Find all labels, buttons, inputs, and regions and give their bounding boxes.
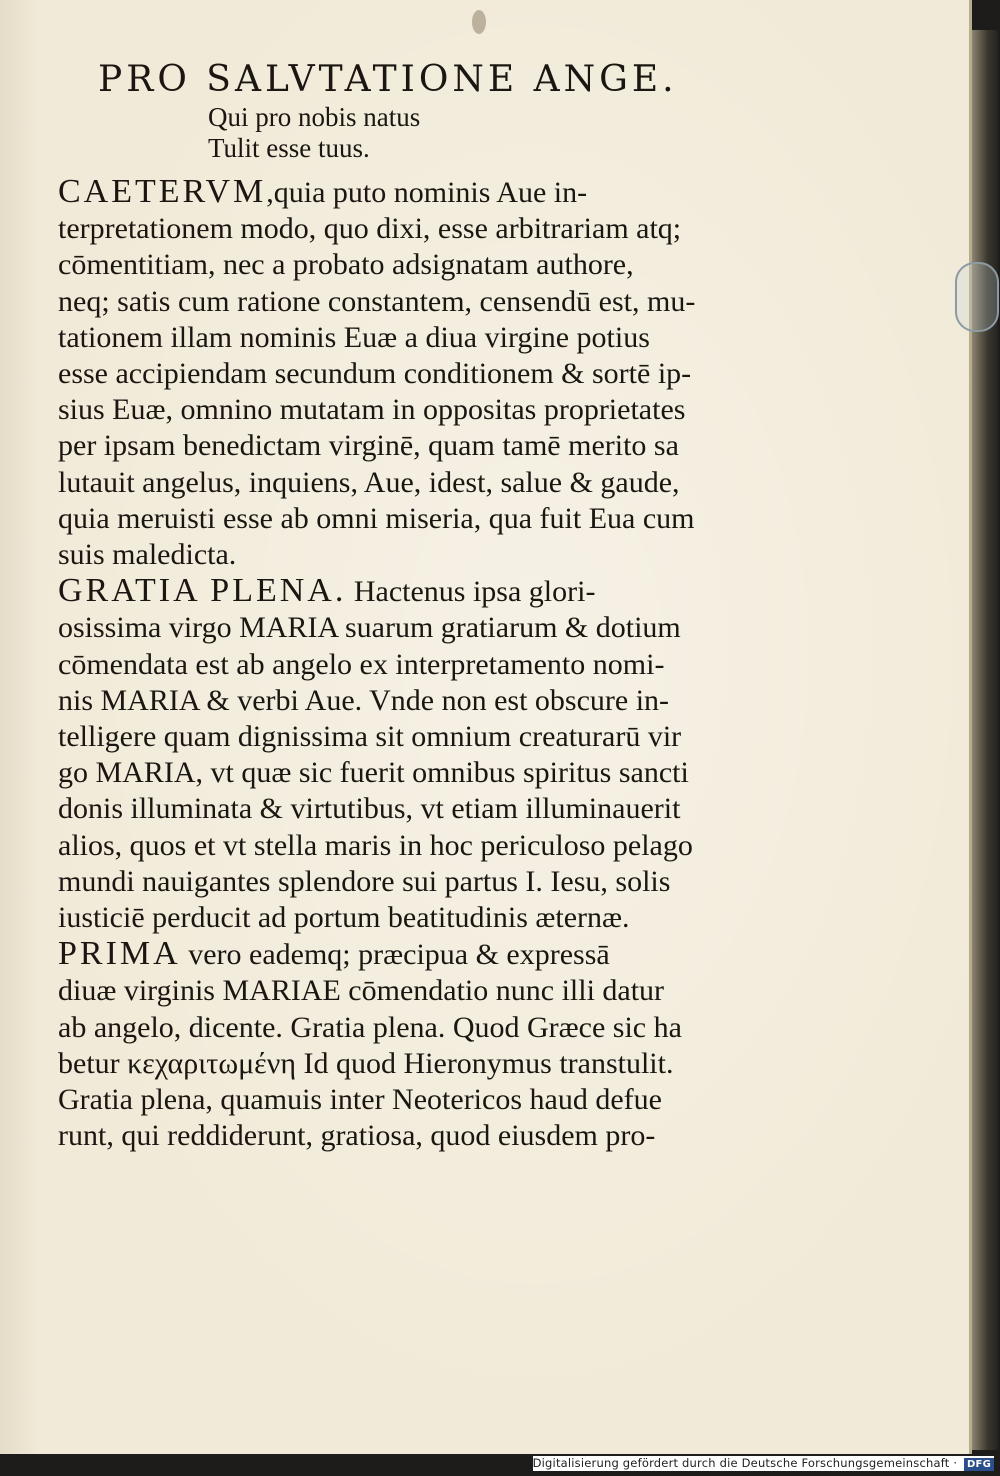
paragraph-gratia-plena	[58, 573, 738, 936]
book-edge	[972, 30, 998, 1450]
text-line: CAETERVM,quia puto nominis Aue in-	[58, 173, 588, 210]
text-line: PRIMA vero eademq; præcipua & expressā	[58, 935, 610, 973]
verse-line-1: Qui pro nobis natus	[208, 102, 421, 132]
page-tab-marker	[955, 262, 999, 332]
text-line: betur κεχαριτωμένη Id quod Hieronymus transtulit.	[58, 1046, 674, 1080]
text-line: quia meruisti esse ab omni miseria, qua fuit Eua cum	[58, 501, 695, 535]
text-line: donis illuminata & virtutibus, vt etiam illuminauerit	[58, 792, 681, 826]
verse-line-2: Tulit esse tuus.	[208, 133, 370, 163]
text-line: cōmendata est ab angelo ex interpretamento nomi-	[58, 647, 665, 681]
text-line: GRATIA PLENA. Hactenus ipsa glori-	[58, 572, 596, 610]
text-line: nis MARIA & verbi Aue. Vnde non est obscure in-	[58, 683, 670, 717]
text-line: tationem illam nominis Euæ a diua virgine potius	[58, 320, 650, 354]
text-line: mundi nauigantes splendore sui partus I. Iesu, solis	[58, 864, 671, 898]
text-line: go MARIA, vt quæ sic fuerit omnibus spiritus sancti	[58, 756, 689, 790]
initial-caps: CAETERVM	[58, 173, 267, 210]
paragraph-prima	[58, 936, 738, 1154]
text-line: alios, quos et vt stella maris in hoc periculoso pelago	[58, 828, 693, 862]
text-line: esse accipiendam secundum conditionem & sortē ip-	[58, 357, 692, 391]
text-line: neq; satis cum ratione constantem, censendū est, mu-	[58, 284, 696, 318]
text-line: runt, qui reddiderunt, gratiosa, quod eiusdem pro-	[58, 1119, 656, 1153]
running-head: PRO SALVTATIONE ANGE.	[98, 59, 678, 100]
initial-caps: GRATIA PLENA.	[58, 572, 347, 610]
paper-blemish	[472, 10, 486, 34]
text-line: terpretationem modo, quo dixi, esse arbitrariam atq;	[58, 212, 682, 246]
text-line: lutauit angelus, inquiens, Aue, idest, salue & gaude,	[58, 465, 680, 499]
paragraph-caeterum	[58, 174, 738, 573]
text-line: osissima virgo MARIA suarum gratiarum & dotium	[58, 611, 681, 645]
text-line: per ipsam benedictam virginē, quam tamē merito sa	[58, 429, 679, 463]
text-line: ab angelo, dicente. Gratia plena. Quod Græce sic ha	[58, 1010, 682, 1044]
dfg-logo: DFG	[964, 1458, 994, 1471]
text-line: diuæ virginis MARIAE cōmendatio nunc illi datur	[58, 974, 665, 1008]
initial-caps: PRIMA	[58, 935, 181, 973]
text-block	[58, 58, 738, 1154]
text-line: iusticiē perducit ad portum beatitudinis æternæ.	[58, 901, 630, 935]
text-line: suis maledicta.	[58, 538, 237, 572]
text-line: sius Euæ, omnino mutatam in oppositas proprietates	[58, 393, 686, 427]
text-line: Gratia plena, quamuis inter Neotericos haud defue	[58, 1083, 662, 1117]
digitization-credit: Digitalisierung gefördert durch die Deutsche Forschungsgemeinschaft · DFG	[533, 1456, 994, 1471]
text-line: telligere quam dignissima sit omnium creaturarū vir	[58, 720, 682, 754]
text-line: cōmentitiam, nec a probato adsignatam authore,	[58, 248, 634, 282]
